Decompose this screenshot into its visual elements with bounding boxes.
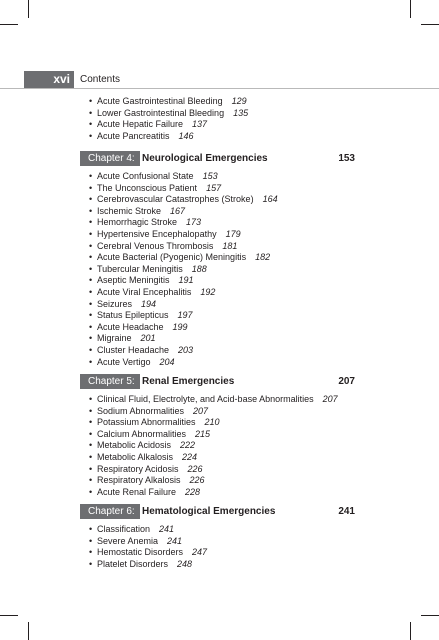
toc-entry-label: Cerebral Venous Thrombosis [97, 240, 214, 251]
toc-entry-page: 182 [255, 252, 271, 263]
toc-entry[interactable] [89, 345, 278, 357]
toc-entry[interactable] [89, 108, 248, 120]
toc-entry-page: 167 [170, 205, 186, 216]
toc-entry-page: 226 [189, 475, 205, 486]
header-rule [0, 88, 439, 89]
chapter-title: Hematological Emergencies [142, 506, 276, 517]
chapter-label: Chapter 4: [80, 151, 140, 166]
toc-entry[interactable] [89, 487, 338, 499]
toc-entry[interactable] [89, 183, 278, 195]
toc-entry-page: 179 [225, 228, 241, 239]
toc-entry-label: Metabolic Acidosis [97, 440, 172, 451]
toc-entry[interactable] [89, 194, 278, 206]
toc-list-chapter5 [89, 394, 338, 498]
toc-entry-label: Acute Vertigo [97, 356, 151, 367]
toc-entry[interactable] [89, 217, 278, 229]
chapter-page: 207 [338, 376, 355, 387]
chapter-page: 241 [338, 506, 355, 517]
toc-entry[interactable] [89, 429, 338, 441]
toc-entry-label: Cluster Headache [97, 344, 170, 355]
toc-entry-label: Acute Headache [97, 321, 164, 332]
toc-entry-label: Migraine [97, 333, 132, 344]
toc-entry[interactable] [89, 275, 278, 287]
toc-entry-label: Hemostatic Disorders [97, 547, 184, 558]
toc-entry-label: Acute Renal Failure [97, 486, 177, 497]
crop-mark [0, 615, 18, 616]
crop-mark [421, 24, 439, 25]
toc-entry-page: 192 [200, 286, 216, 297]
chapter-heading-6[interactable] [80, 504, 355, 519]
chapter-title: Neurological Emergencies [142, 153, 268, 164]
toc-entry-page: 137 [192, 119, 208, 130]
chapter-label: Chapter 5: [80, 374, 140, 389]
toc-entry-page: 146 [178, 130, 194, 141]
chapter-page: 153 [338, 153, 355, 164]
toc-entry-page: 248 [177, 558, 193, 569]
crop-mark [28, 0, 29, 18]
toc-entry-page: 153 [202, 171, 218, 181]
toc-entry-page: 207 [193, 405, 209, 416]
toc-entry-page: 201 [140, 333, 156, 344]
crop-mark [0, 24, 18, 25]
toc-entry-label: Classification [97, 524, 151, 534]
toc-entry[interactable] [89, 310, 278, 322]
toc-entry-page: 228 [185, 486, 201, 497]
toc-entry-page: 191 [178, 275, 194, 286]
toc-entry-label: Ischemic Stroke [97, 205, 162, 216]
toc-entry[interactable] [89, 475, 338, 487]
toc-entry-page: 203 [178, 344, 194, 355]
toc-entry-page: 207 [322, 394, 338, 404]
toc-entry-label: Aseptic Meningitis [97, 275, 170, 286]
toc-entry-label: Acute Confusional State [97, 171, 194, 181]
toc-entry-page: 135 [233, 107, 249, 118]
toc-entry-page: 173 [186, 217, 202, 228]
toc-entry-label: Acute Gastrointestinal Bleeding [97, 96, 223, 106]
toc-entry[interactable] [89, 241, 278, 253]
toc-entry[interactable] [89, 171, 278, 183]
toc-entry[interactable] [89, 96, 248, 108]
toc-entry-page: 222 [180, 440, 196, 451]
toc-entry-page: 197 [177, 310, 193, 321]
toc-entry-label: Tubercular Meningitis [97, 263, 183, 274]
toc-entry-label: Lower Gastrointestinal Bleeding [97, 107, 225, 118]
toc-entry-label: Seizures [97, 298, 133, 309]
toc-entry-label: Metabolic Alkalosis [97, 451, 174, 462]
toc-entry-page: 215 [195, 428, 211, 439]
crop-mark [421, 615, 439, 616]
toc-entry-label: Acute Pancreatitis [97, 130, 170, 141]
toc-entry[interactable] [89, 464, 338, 476]
crop-mark [410, 0, 411, 18]
toc-entry[interactable] [89, 394, 338, 406]
toc-entry[interactable] [89, 131, 248, 143]
toc-entry-page: 194 [141, 298, 157, 309]
chapter-title: Renal Emergencies [142, 376, 235, 387]
toc-entry[interactable] [89, 287, 278, 299]
toc-entry-label: Calcium Abnormalities [97, 428, 187, 439]
crop-mark [28, 622, 29, 640]
toc-entry[interactable] [89, 524, 207, 536]
toc-entry[interactable] [89, 206, 278, 218]
toc-list-chapter4 [89, 171, 278, 368]
toc-entry-label: The Unconscious Patient [97, 182, 198, 193]
toc-entry[interactable] [89, 264, 278, 276]
toc-entry-label: Acute Bacterial (Pyogenic) Meningitis [97, 252, 247, 263]
toc-entry[interactable] [89, 406, 338, 418]
toc-entry-label: Respiratory Alkalosis [97, 475, 181, 486]
toc-entry-page: 204 [159, 356, 175, 367]
toc-entry-page: 210 [204, 417, 220, 428]
toc-list-chapter3-tail [89, 96, 248, 142]
toc-entry[interactable] [89, 417, 338, 429]
toc-entry[interactable] [89, 322, 278, 334]
toc-entry-page: 241 [159, 524, 175, 534]
toc-entry-page: 224 [182, 451, 198, 462]
toc-entry-page: 247 [192, 547, 208, 558]
toc-entry-page: 226 [187, 463, 203, 474]
toc-entry[interactable] [89, 252, 278, 264]
toc-entry[interactable] [89, 299, 278, 311]
header-title: Contents [80, 74, 121, 85]
page-number: xvi [24, 71, 74, 88]
toc-entry[interactable] [89, 357, 278, 369]
toc-entry-label: Cerebrovascular Catastrophes (Stroke) [97, 194, 254, 205]
toc-entry-page: 188 [191, 263, 207, 274]
toc-entry[interactable] [89, 536, 207, 548]
toc-entry-page: 164 [262, 194, 278, 205]
toc-entry[interactable] [89, 229, 278, 241]
toc-list-chapter6 [89, 524, 207, 570]
toc-entry-label: Sodium Abnormalities [97, 405, 185, 416]
toc-entry-label: Acute Hepatic Failure [97, 119, 184, 130]
toc-entry-label: Respiratory Acidosis [97, 463, 179, 474]
toc-entry-label: Acute Viral Encephalitis [97, 286, 192, 297]
toc-entry-page: 199 [172, 321, 188, 332]
chapter-heading-4[interactable] [80, 151, 355, 166]
toc-entry-page: 181 [222, 240, 238, 251]
toc-entry-label: Clinical Fluid, Electrolyte, and Acid-base Abnormalities [97, 394, 314, 404]
toc-entry[interactable] [89, 333, 278, 345]
toc-entry[interactable] [89, 547, 207, 559]
chapter-label: Chapter 6: [80, 504, 140, 519]
toc-entry-label: Severe Anemia [97, 535, 159, 546]
toc-entry[interactable] [89, 440, 338, 452]
toc-entry-page: 129 [231, 96, 247, 106]
crop-mark [410, 622, 411, 640]
toc-entry-label: Potassium Abnormalities [97, 417, 196, 428]
toc-entry-label: Status Epilepticus [97, 310, 169, 321]
toc-entry[interactable] [89, 559, 207, 571]
toc-entry[interactable] [89, 119, 248, 131]
toc-entry-label: Platelet Disorders [97, 558, 169, 569]
toc-entry-page: 157 [206, 182, 222, 193]
toc-entry-label: Hemorrhagic Stroke [97, 217, 178, 228]
toc-entry-label: Hypertensive Encephalopathy [97, 228, 217, 239]
toc-entry[interactable] [89, 452, 338, 464]
toc-entry-page: 241 [167, 535, 183, 546]
chapter-heading-5[interactable] [80, 374, 355, 389]
